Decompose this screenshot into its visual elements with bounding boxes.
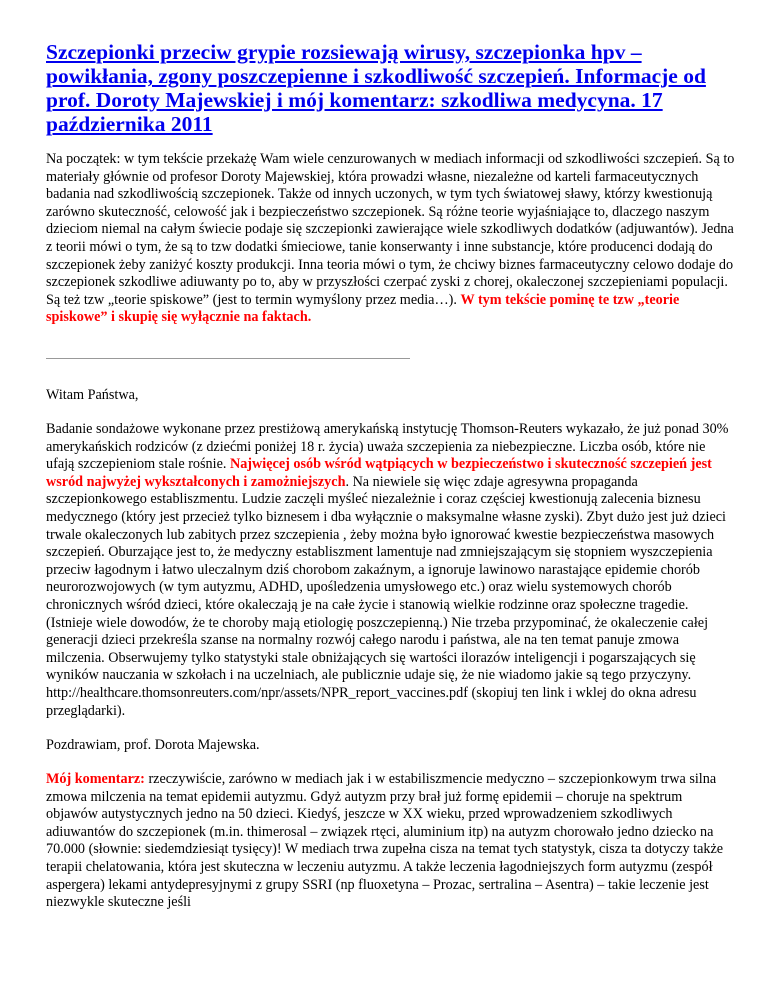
intro-text: Na początek: w tym tekście przekażę Wam wiele cenzurowanych w mediach informacji od szkodliwości szczepień. Są to materiały głównie od profesor Doroty Majewskiej, która prowadzi własne, niezależne od karteli farmaceutycznych badania nad szkodliwością szczepionek. Także od innych uczonych, w tym tych światowej sławy, którzy kwestionują zarówno skuteczność, celowość jak i bezpieczeństwo szczepionek. Są różne teorie wyjaśniające to, dlaczego naszym dzieciom niemal na całym świecie podaje się szczepionki zawierające wiele szkodliwych dodatków (adjuwantów). Jedna z teorii mówi o tym, że są to tzw dodatki śmieciowe, tanie konserwanty i inne substancje, które producenci dodają do szczepionek żeby zaniżyć koszty produkcji. Inna teoria mówi o tym, że chciwy biznes farmaceutyczny celowo dodaje do szczepionek szkodliwe adiuwanty po to, aby w przyszłości czerpać zyski z chorej, okaleczonej szczepieniami populacji. Są też tzw „teorie spiskowe” (jest to termin wymyślony przez media…). xyxy=(46,151,735,308)
comment-text: rzeczywiście, zarówno w mediach jak i w estabiliszmencie medyczno – szczepionkowym trwa silna zmowa milczenia na temat epidemii autyzmu. Gdyż autyzm przy brał już formę epidemii – choruje na spektrum objawów autystycznych jedno na 50 dzieci. Kiedyś, jeszcze w XX wieku, przed wprowadzeniem szkodliwych adiuwantów do szczepionek (m.in. thimerosal – związek rtęci, aluminium itp) na autyzm chorowało jedno dziecko na 70.000 (słownie: siedemdziesiąt tysięcy)! W mediach trwa zupełna cisza na temat tych statystyk, cisza ta dotyczy także terapii chelatowania, która jest skuteczna w leczeniu autyzmu. A także leczenia łagodniejszych form autyzmu (zespół aspergera) lekami antydepresyjnymi z grupy SSRI (np fluoxetyna – Prozac, sertralina – Asentra) – takie leczenie jest niezwykle skuteczne jeśli xyxy=(46,771,724,911)
source-link-paragraph xyxy=(46,685,736,720)
letter-text-2: . Na niewiele się więc zdaje agresywna propaganda szczepionkowego establiszmentu. Ludzie zaczęli myśleć niezależnie i coraz częściej kwestionują zalecenia biznesu medycznego (który jest przecież tylko biznesem i dba wyłącznie o maksymalne własne zyski). Zbyt dużo jest już dzieci trwale okaleczonych lub zabitych przez szczepienia , żeby można było ignorować kwestie bezpieczeństwa masowych szczepień. Oburzające jest to, że medyczny establiszment lamentuje nad zmniejszającym się stopniem wyszczepienia przeciw łagodnym i łatwo uleczalnym dziś chorobom zakaźnym, a ignoruje lawinowo narastające epidemie chorób neurorozwojowych (w tym autyzmu, ADHD, upośledzenia umysłowego etc.) oraz wielu systemowych chorób chronicznych wśród dzieci, które okaleczają je na całe życie i stanowią wielkie rodzinne oraz społeczne tragedie. (Istnieje wiele dowodów, że te choroby mają etiologię poszczepienną.) Nie trzeba przypominać, że okaleczenie całej generacji dzieci przekreśla szanse na normalny rozwój całego narodu i państwa, ale na ten temat panuje zmowa milczenia. Obserwujemy tylko statystyki stale obniżających się wartości ilorazów inteligencji i pogarszających się wyników nauczania w szkołach i na uczelniach, ale publicznie udaje się, że nie wiadomo jakie są tego przyczyny. xyxy=(46,473,726,684)
signoff: Pozdrawiam, prof. Dorota Majewska. xyxy=(46,737,260,753)
article-title-link[interactable]: Szczepionki przeciw grypie rozsiewają wirusy, szczepionka hpv – powikłania, zgony poszczepienne i szkodliwość szczepień. Informacje od prof. Doroty Majewskiej i mój komentarz: szkodliwa medycyna. 17 października 2011 xyxy=(46,40,706,136)
letter-highlight: Najwięcej osób wśród wątpiących w bezpieczeństwo i skuteczność szczepień jest wsród najwyżej wykształconych i zamożniejszych xyxy=(46,456,712,490)
comment-label: Mój komentarz: xyxy=(46,771,145,787)
horizontal-divider xyxy=(46,358,410,359)
letter-paragraph xyxy=(46,421,736,685)
comment-paragraph xyxy=(46,771,736,912)
source-url[interactable]: http://healthcare.thomsonreuters.com/npr/assets/NPR_report_vaccines.pdf xyxy=(46,685,468,701)
source-url-note: (skopiuj ten link i wklej do okna adresu przeglądarki). xyxy=(46,685,697,719)
intro-highlight: W tym tekście pominę te tzw „teorie spiskowe” i skupię się wyłącznie na faktach. xyxy=(46,291,680,326)
greeting: Witam Państwa, xyxy=(46,387,139,403)
letter-text-1: Badanie sondażowe wykonane przez prestiżową amerykańską instytucję Thomson-Reuters wykazało, że już ponad 30% amerykańskich rodziców (z dziećmi poniżej 18 r. życia) uważa szczepienia za niebezpieczne. Liczba osób, które nie ufają szczepieniom stale rośnie. xyxy=(46,421,729,473)
intro-paragraph xyxy=(46,151,736,327)
